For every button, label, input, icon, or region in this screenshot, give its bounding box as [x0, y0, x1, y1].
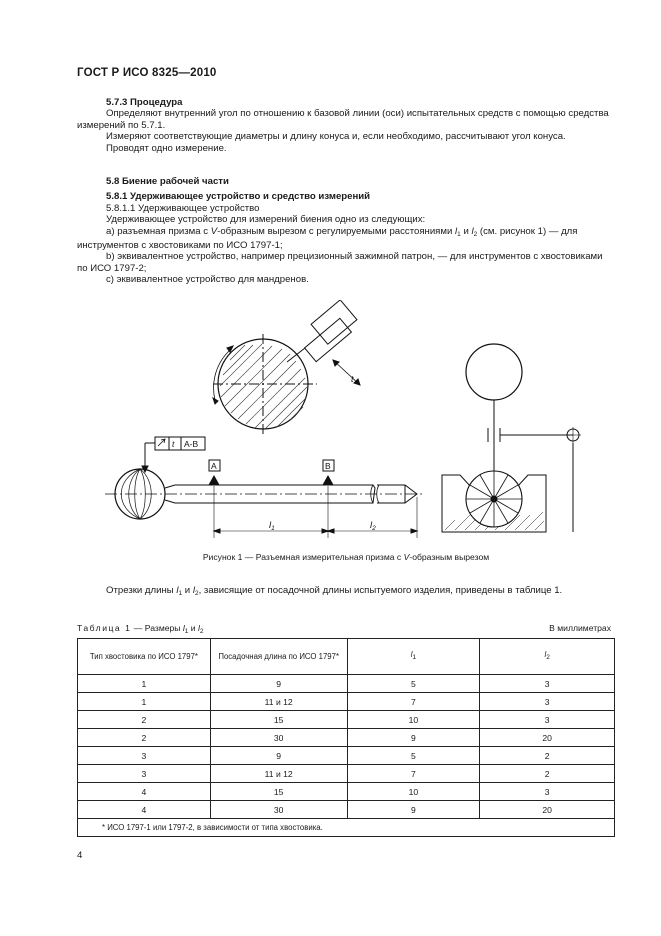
side-t-label: t	[351, 374, 354, 384]
paragraph-2: Измеряют соответствующие диаметры и длину конуса и, если необходимо, рассчитывают угол конуса.	[106, 131, 566, 143]
table-row	[78, 675, 615, 693]
table-cell: 4	[78, 783, 211, 801]
list-item-b: b) эквивалентное устройство, например прецизионный зажимной патрон, — для инструментов с хвостовиками по ИСО 1797-2;	[77, 251, 603, 274]
table-cell: 11 и 12	[210, 693, 347, 711]
table-cell: 5	[347, 675, 480, 693]
section-5-8-heading: 5.8 Биение рабочей части	[106, 176, 229, 187]
table-cell: 1	[78, 675, 211, 693]
paragraph-5: Отрезки длины $l_1$ и $l_2$, зависящие от посадочной длины испытуемого изделия, приведены в таблице 1.	[106, 585, 563, 597]
table-cell: 10	[347, 783, 480, 801]
table-cell: 9	[210, 747, 347, 765]
table-cell: 3	[78, 765, 211, 783]
body-section-57	[77, 97, 615, 154]
table-cell: 10	[347, 711, 480, 729]
table-cell: 9	[347, 801, 480, 819]
table-cell: 3	[480, 783, 615, 801]
table-cell: 15	[210, 711, 347, 729]
table-cell: 2	[78, 711, 211, 729]
table-cell: 2	[480, 765, 615, 783]
table-cell: 20	[480, 801, 615, 819]
table-units: В миллиметрах	[549, 623, 611, 633]
figure-caption: Рисунок 1 — Разъемная измерительная призма с V-образным вырезом	[202, 552, 490, 562]
table-row	[78, 783, 615, 801]
table-cell: 2	[78, 729, 211, 747]
header-l1: $l_1$	[347, 639, 480, 675]
list-item-a: a) разъемная призма с V-образным вырезом с регулируемыми расстояниями $l_1$ и $l_2$ (см. рисунок 1) — для инструментов с хвостовиками по ИСО 1797-1;	[77, 225, 578, 252]
paragraph-4: Удерживающее устройство для измерений биения одно из следующих:	[106, 214, 426, 226]
body-section-58	[77, 176, 615, 286]
support-markers	[209, 460, 417, 538]
table-cell: 7	[347, 693, 480, 711]
table-caption: Таблица 1 — Размеры $l_1$ и $l_2$	[77, 623, 204, 635]
v-block-drawing	[442, 344, 581, 532]
figure-v-block-diagram	[95, 300, 615, 545]
table-cell: 15	[210, 783, 347, 801]
header-fitting-length: Посадочная длина по ИСО 1797*	[210, 639, 347, 675]
support-b-label: B	[325, 461, 331, 471]
table-cell: 30	[210, 729, 347, 747]
paragraph-1: Определяют внутренний угол по отношению к базовой линии (оси) испытательных средств с помощью средства измерений по 5.7.1.	[77, 108, 609, 131]
table-cell: 11 и 12	[210, 765, 347, 783]
section-5-8-1-heading: 5.8.1 Удерживающее устройство и средство измерений	[106, 191, 371, 203]
paragraph-5-block	[77, 585, 615, 599]
paragraph-3: Проводят одно измерение.	[106, 142, 227, 154]
length-l2-label: $l_2$	[370, 520, 376, 532]
list-item-c: c) эквивалентное устройство для мандренов.	[106, 274, 309, 286]
table-cell: 3	[480, 675, 615, 693]
table-cell: 3	[480, 711, 615, 729]
page-number: 4	[77, 850, 83, 861]
table-row	[78, 765, 615, 783]
table-cell: 9	[347, 729, 480, 747]
section-5-7-3-heading: 5.7.3 Процедура	[106, 97, 183, 108]
table-row	[78, 729, 615, 747]
table-row	[78, 747, 615, 765]
table-cell: 1	[78, 693, 211, 711]
table-cell: 4	[78, 801, 211, 819]
frame-t-label: t	[172, 439, 175, 449]
support-a-label: A	[211, 461, 217, 471]
table-header-row	[78, 639, 615, 675]
table-cell: 5	[347, 747, 480, 765]
table-cell: 30	[210, 801, 347, 819]
header-l2: $l_2$	[480, 639, 615, 675]
table-cell: 7	[347, 765, 480, 783]
table-footnote: * ИСО 1797-1 или 1797-2, в зависимости от типа хвостовика.	[78, 819, 615, 837]
table-footnote-row	[78, 819, 615, 837]
table-row	[78, 711, 615, 729]
length-l1-label: $l_1$	[269, 520, 275, 532]
table-cell: 20	[480, 729, 615, 747]
document-header: ГОСТ Р ИСО 8325—2010	[77, 67, 217, 79]
header-shank-type: Тип хвостовика по ИСО 1797*	[78, 639, 211, 675]
table-cell: 9	[210, 675, 347, 693]
tool-side-view	[105, 469, 425, 519]
table-cell: 3	[78, 747, 211, 765]
table-cell: 2	[480, 747, 615, 765]
table-row	[78, 693, 615, 711]
section-5-8-1-1-heading: 5.8.1.1 Удерживающее устройство	[106, 202, 260, 214]
table-cell: 3	[480, 693, 615, 711]
frame-ab-label: A-B	[184, 439, 199, 449]
dimensions-table	[77, 638, 615, 837]
table-row	[78, 801, 615, 819]
cutter-section-drawing	[213, 334, 317, 434]
